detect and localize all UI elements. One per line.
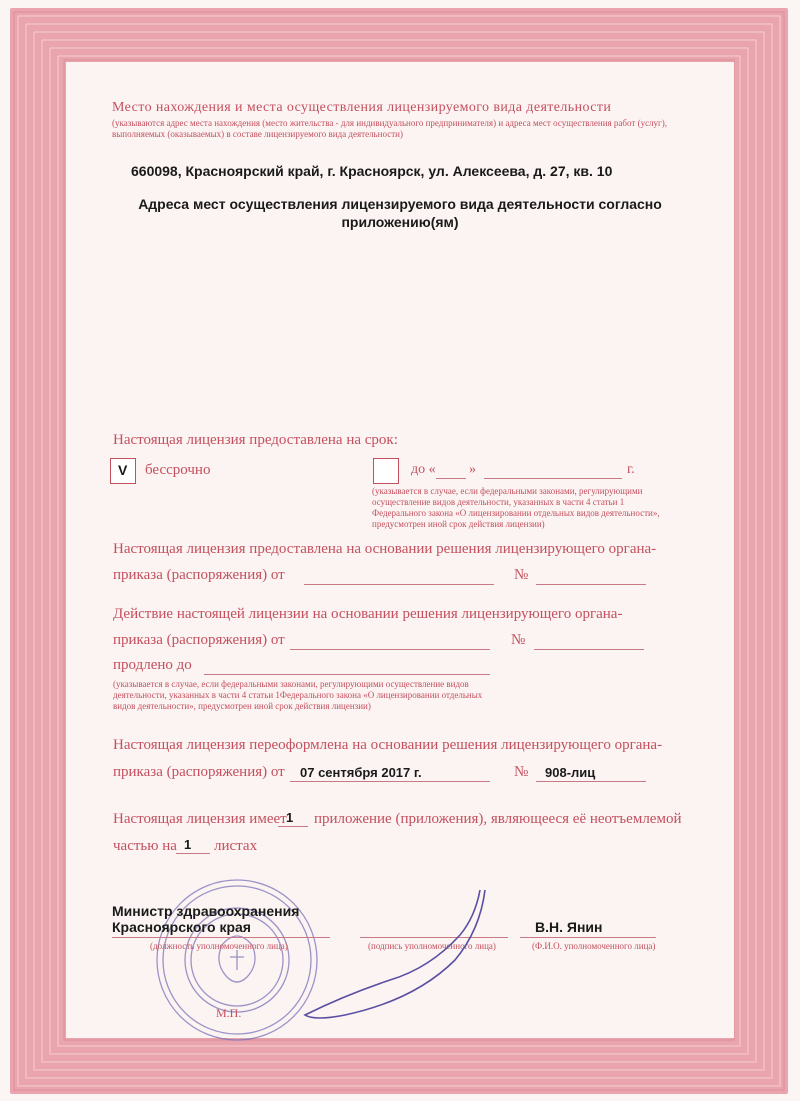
position-caption: (должность уполномоченного лица) xyxy=(150,941,288,951)
extended-note-2: деятельности, указанных в части 4 статьи 1Федерального закона «О лицензировании отдельных xyxy=(113,690,483,700)
term-note-4: предусмотрен иной срок действия лицензии) xyxy=(372,519,545,529)
basis-line-2: приказа (распоряжения) от xyxy=(113,567,285,583)
annex-count: 1 xyxy=(286,810,294,825)
reissued-date: 07 сентября 2017 г. xyxy=(300,765,422,780)
header-title: Место нахождения и места осуществления лицензируемого вида деятельности xyxy=(112,100,612,115)
reissued-number: 908-лиц xyxy=(545,765,596,780)
unlimited-checkbox xyxy=(110,458,136,484)
until-mid: » xyxy=(469,462,476,477)
term-note-3: Федерального закона «О лицензировании отдельных видов деятельности», xyxy=(372,508,660,518)
extended-no: № xyxy=(511,632,526,648)
annex-prefix: Настоящая лицензия имеет xyxy=(113,811,287,827)
term-note-2: осуществление видов деятельности, указанных в части 4 статьи 1 xyxy=(372,497,625,507)
position-line-2: Красноярского края xyxy=(112,919,251,935)
reissued-line-1: Настоящая лицензия переоформлена на основании решения лицензирующего органа- xyxy=(113,737,663,753)
extended-line-3: продлено до xyxy=(113,657,192,673)
unlimited-check-mark: V xyxy=(118,462,128,478)
annex-part-prefix: частью на xyxy=(113,838,177,854)
extended-note-3: видов деятельности», предусмотрен иной срок действия лицензии) xyxy=(113,701,371,711)
extended-line-1: Действие настоящей лицензии на основании решения лицензирующего органа- xyxy=(113,606,623,622)
annex-suffix: приложение (приложения), являющееся её неотъемлемой xyxy=(314,811,682,827)
unlimited-label: бессрочно xyxy=(145,462,211,478)
sign-caption: (подпись уполномоченного лица) xyxy=(368,941,496,951)
extended-line-2: приказа (распоряжения) от xyxy=(113,632,285,648)
places-line-2: приложению(ям) xyxy=(341,214,459,230)
until-suffix: г. xyxy=(627,462,635,477)
places-line-1: Адреса мест осуществления лицензируемого вида деятельности согласно xyxy=(138,196,662,212)
until-prefix: до « xyxy=(411,462,436,477)
header-note-1: (указываются адрес места нахождения (место жительства - для индивидуального предпринимателя) и адреса мест осуществления работ (услуг), xyxy=(112,118,667,128)
annex-part-suffix: листах xyxy=(214,838,258,854)
annex-sheets: 1 xyxy=(184,837,192,852)
header-note-2: выполняемых (оказываемых) в составе лицензируемого вида деятельности) xyxy=(112,129,403,139)
basis-line-1: Настоящая лицензия предоставлена на основании решения лицензирующего органа- xyxy=(113,541,657,557)
signer-name: В.Н. Янин xyxy=(535,919,603,935)
handwritten-signature-icon xyxy=(290,880,520,1020)
address: 660098, Красноярский край, г. Красноярск, ул. Алексеева, д. 27, кв. 10 xyxy=(131,163,613,179)
name-caption: (Ф.И.О. уполномоченного лица) xyxy=(532,941,656,951)
extended-note-1: (указывается в случае, если федеральными законами, регулирующими осуществление видов xyxy=(113,679,469,689)
reissued-line-2: приказа (распоряжения) от xyxy=(113,764,285,780)
term-note-1: (указывается в случае, если федеральными законами, регулирующими xyxy=(372,486,643,496)
position-line-1: Министр здравоохранения xyxy=(112,903,300,919)
reissued-no: № xyxy=(514,764,529,780)
basis-no: № xyxy=(514,567,529,583)
term-label: Настоящая лицензия предоставлена на срок: xyxy=(113,432,398,448)
mp-label: М.П. xyxy=(216,1006,242,1020)
until-checkbox xyxy=(373,458,399,484)
